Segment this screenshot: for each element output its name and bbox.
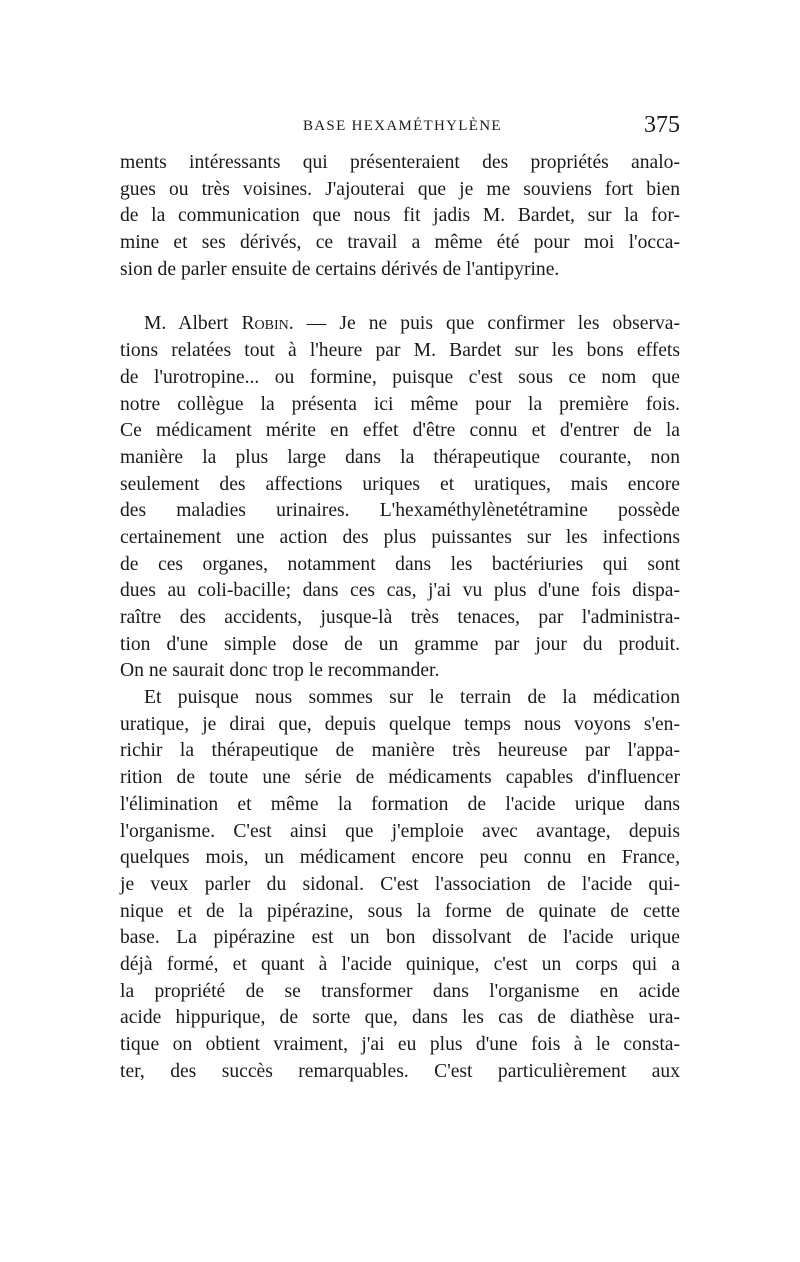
text-line: des maladies urinaires. L'hexaméthylènetétramine possède — [120, 500, 680, 522]
text-line: dues au coli-bacille; dans ces cas, j'ai vu plus d'une fois dispa- — [120, 580, 680, 602]
text-line: uratique, je dirai que, depuis quelque temps nous voyons s'en- — [120, 713, 680, 735]
text-line: raître des accidents, jusque-là très tenaces, par l'administra- — [120, 607, 680, 628]
page-header — [120, 114, 680, 144]
text-line: de l'urotropine... ou formine, puisque c'est sous ce nom que — [120, 366, 680, 388]
running-head: BASE HEXAMÉTHYLÈNE — [303, 118, 502, 134]
paragraph-2 — [120, 311, 680, 685]
text-line: de ces organes, notamment dans les bactériuries qui sont — [120, 553, 680, 575]
text-line: Et puisque nous sommes sur le terrain de la médication — [144, 687, 680, 709]
paragraph-3 — [120, 685, 680, 1085]
speaker-suffix: . — Je ne puis que confirmer les observa- — [288, 313, 681, 335]
text-line: acide hippurique, de sorte que, dans les cas de diathèse ura- — [120, 1007, 680, 1029]
paragraph-1 — [120, 150, 680, 283]
text-line: rition de toute une série de médicaments capables d'influencer — [120, 767, 680, 789]
text-line: l'élimination et même la formation de l'acide urique dans — [120, 793, 680, 815]
speaker-line — [120, 311, 680, 338]
text-line: déjà formé, et quant à l'acide quinique, c'est un corps qui a — [120, 953, 680, 975]
text-line: tique on obtient vraiment, j'ai eu plus d'une fois à le consta- — [120, 1034, 680, 1055]
speaker-prefix: M. Albert — [144, 313, 242, 335]
text-line: certainement une action des plus puissantes sur les infections — [120, 526, 680, 548]
text-line: notre collègue la présenta ici même pour la première fois. — [120, 393, 680, 415]
text-line: de la communication que nous fit jadis M. Bardet, sur la for- — [120, 205, 680, 227]
text-line: tions relatées tout à l'heure par M. Bardet sur les bons effets — [120, 340, 680, 362]
body-text — [120, 150, 680, 1085]
text-line: ter, des succès remarquables. C'est particulièrement aux — [120, 1060, 680, 1082]
text-line: seulement des affections uriques et uratiques, mais encore — [120, 473, 680, 495]
text-line: gues ou très voisines. J'ajouterai que je me souviens fort bien — [120, 178, 680, 200]
paragraph-gap — [120, 283, 680, 311]
text-line: la propriété de se transformer dans l'organisme en acide — [120, 980, 680, 1002]
text-line: tion d'une simple dose de un gramme par jour du produit. — [120, 633, 680, 655]
text-line: nique et de la pipérazine, sous la forme de quinate de cette — [120, 900, 680, 922]
text-line: ments intéressants qui présenteraient des propriétés analo- — [120, 152, 680, 173]
text-line: je veux parler du sidonal. C'est l'association de l'acide qui- — [120, 873, 680, 895]
text-line: On ne saurait donc trop le recommander. — [120, 660, 440, 682]
text-line: Ce médicament mérite en effet d'être connu et d'entrer de la — [120, 420, 680, 442]
text-line: quelques mois, un médicament encore peu connu en France, — [120, 847, 680, 869]
text-line: l'organisme. C'est ainsi que j'emploie avec avantage, depuis — [120, 820, 680, 842]
speaker-name: Robin — [241, 313, 289, 335]
text-line: richir la thérapeutique de manière très heureuse par l'appa- — [120, 740, 680, 762]
text-line: sion de parler ensuite de certains dérivés de l'antipyrine. — [120, 258, 560, 280]
text-line: base. La pipérazine est un bon dissolvant de l'acide urique — [120, 927, 680, 949]
text-line: mine et ses dérivés, ce travail a même été pour moi l'occa- — [120, 232, 680, 254]
text-line: manière la plus large dans la thérapeutique courante, non — [120, 446, 680, 468]
page-number: 375 — [644, 112, 680, 138]
